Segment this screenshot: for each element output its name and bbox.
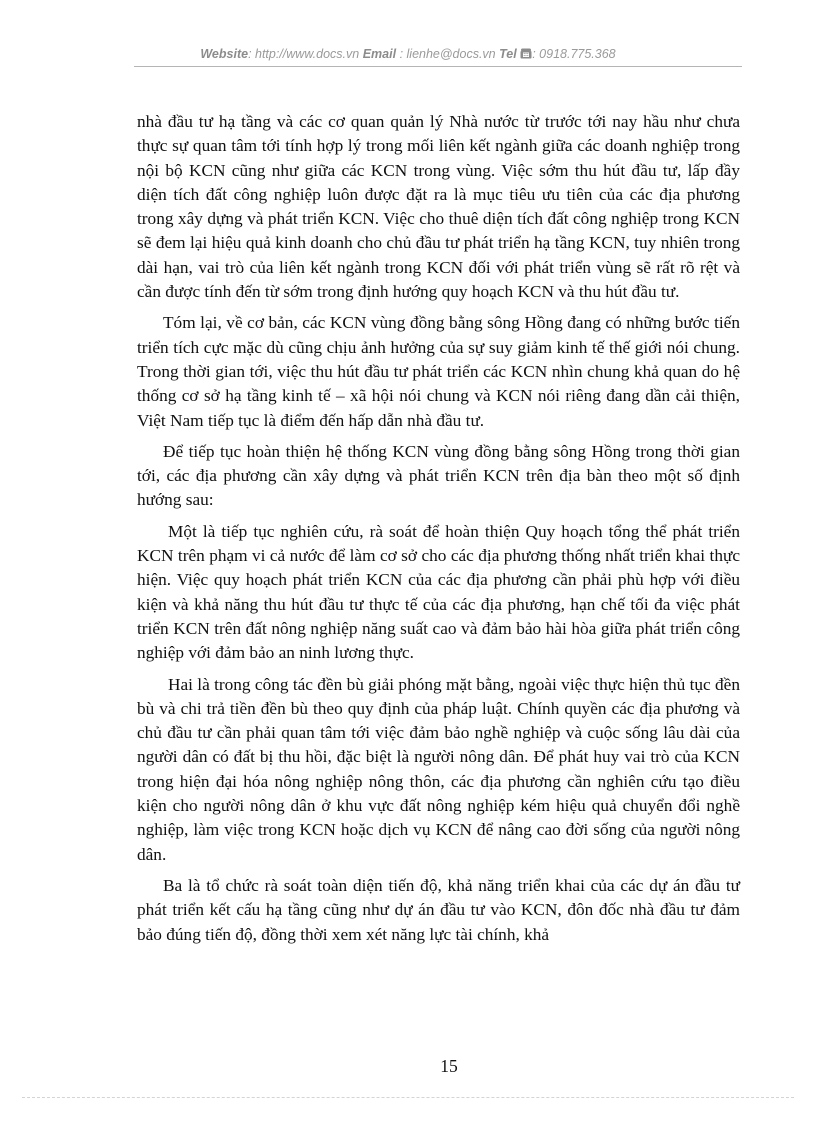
tel-label: Tel	[499, 47, 517, 61]
document-body	[137, 112, 740, 954]
email-label: Email	[362, 47, 397, 61]
body-paragraph: Tóm lại, về cơ bản, các KCN vùng đồng bằng sông Hồng đang có những bước tiến triển tích cực mặc dù cũng chịu ảnh hưởng của sự suy giảm kinh tế thế giới nói chung. Trong thời gian tới, việc thu hút đầu tư phát triển các KCN nhìn chung khả quan do hệ thống cơ sở hạ tầng kinh tế – xã hội nói chung và KCN nói riêng đang dần cải thiện, Việt Nam tiếp tục là điểm đến hấp dẫn nhà đầu tư.	[137, 313, 740, 430]
footer-divider	[22, 1097, 794, 1098]
body-paragraph: nhà đầu tư hạ tầng và các cơ quan quản lý Nhà nước từ trước tới nay hầu như chưa thực sự quan tâm tới tính hợp lý trong mối liên kết ngành giữa các doanh nghiệp trong nội bộ KCN cũng như giữa các KCN trong vùng. Việc sớm thu hút đầu tư, lấp đầy diện tích đất công nghiệp luôn được đặt ra là mục tiêu ưu tiên của các địa phương trong xây dựng và phát triển KCN. Việc cho thuê diện tích đất công nghiệp trong KCN sẽ đem lại hiệu quả kinh doanh cho chủ đầu tư phát triển hạ tầng KCN, tuy nhiên trong dài hạn, vai trò của liên kết ngành trong KCN đối với phát triển vùng sẽ rất rõ rệt và cần được tính đến từ sớm trong định hướng quy hoạch KCN và thu hút đầu tư.	[137, 112, 740, 302]
page-number: 15	[440, 1056, 458, 1076]
phone-icon	[520, 47, 532, 61]
website-value: : http://www.docs.vn	[248, 47, 360, 61]
tel-value: : 0918.775.368	[532, 47, 616, 61]
body-paragraph: Một là tiếp tục nghiên cứu, rà soát để hoàn thiện Quy hoạch tổng thể phát triển KCN trên phạm vi cả nước để làm cơ sở cho các địa phương thống nhất triển khai thực hiện. Việc quy hoạch phát triển KCN của các địa phương cần phải phù hợp với điều kiện và khả năng thu hút đầu tư thực tế của các địa phương, hạn chế tối đa việc phát triển KCN trên đất nông nghiệp năng suất cao và đảm bảo hài hòa giữa phát triển công nghiệp với đảm bảo an ninh lương thực.	[137, 521, 740, 663]
header-divider	[134, 66, 742, 67]
website-label: Website	[200, 47, 249, 61]
body-paragraph: Để tiếp tục hoàn thiện hệ thống KCN vùng đồng bằng sông Hồng trong thời gian tới, các địa phương cần xây dựng và phát triển KCN trên địa bàn theo một số định hướng sau:	[137, 441, 740, 510]
email-value: : lienhe@docs.vn	[399, 47, 496, 61]
body-paragraph: Hai là trong công tác đền bù giải phóng mặt bằng, ngoài việc thực hiện thủ tục đền bù và chi trả tiền đền bù theo quy định của pháp luật. Chính quyền các địa phương và chủ đầu tư cần phải quan tâm tới việc đảm bảo nghề nghiệp và cuộc sống lâu dài của người dân có đất bị thu hồi, đặc biệt là người nông dân. Để phát huy vai trò của KCN trong hiện đại hóa nông nghiệp nông thôn, các địa phương cần nghiên cứu tạo điều kiện cho người nông dân ở khu vực đất nông nghiệp kém hiệu quả chuyển đổi nghề nghiệp, làm việc trong KCN hoặc dịch vụ KCN để nâng cao đời sống của người nông dân.	[137, 674, 740, 864]
page-header	[0, 47, 816, 61]
body-paragraph: Ba là tổ chức rà soát toàn diện tiến độ, khả năng triển khai của các dự án đầu tư phát triển kết cấu hạ tầng cũng như dự án đầu tư vào KCN, đôn đốc nhà đầu tư đảm bảo đúng tiến độ, đồng thời xem xét năng lực tài chính, khả	[137, 875, 740, 944]
